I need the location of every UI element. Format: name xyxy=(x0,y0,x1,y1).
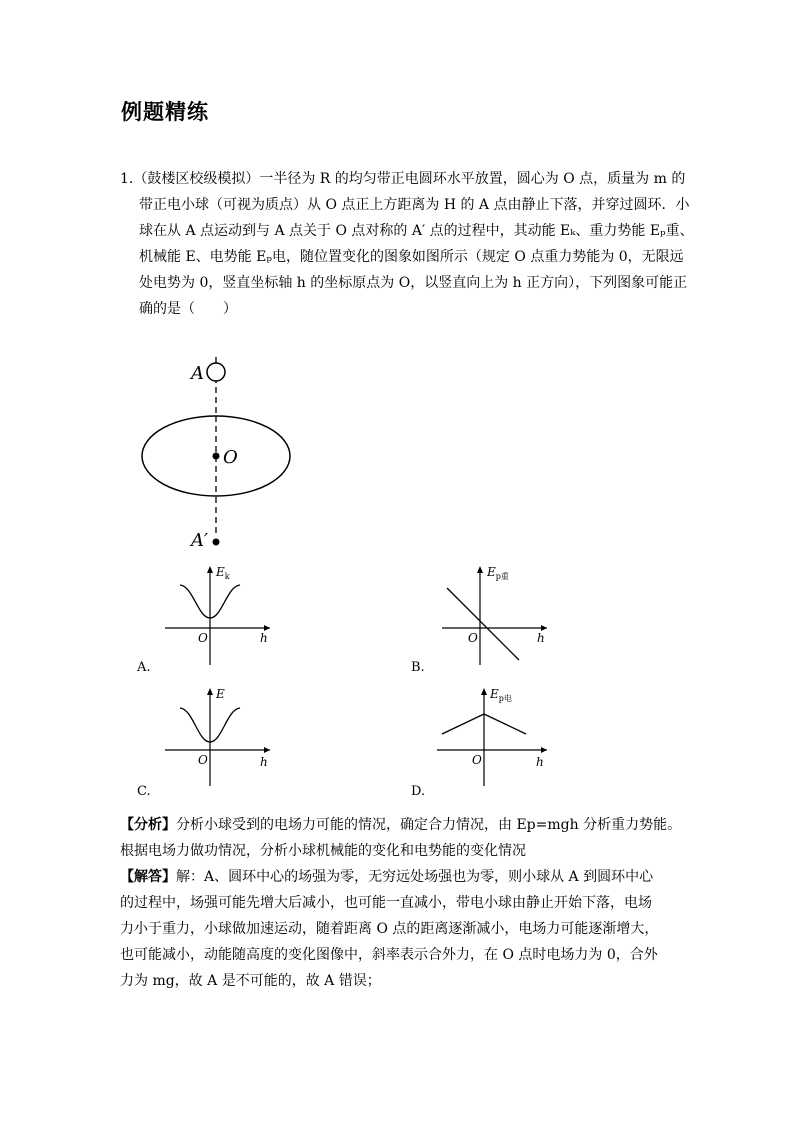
center-point-O xyxy=(213,453,220,460)
question-line: 处电势为 0，竖直坐标轴 h 的坐标原点为 O，以竖直向上为 h 正方向），下列图象可能正 xyxy=(139,275,688,291)
question-line: 带正电小球（可视为质点）从 O 点正上方距离为 H 的 A 点由静止下落，并穿过圆环．小 xyxy=(139,197,690,213)
section-title: 例题精练 xyxy=(121,100,209,124)
graph-D xyxy=(432,686,557,796)
svg-text:h: h xyxy=(260,631,268,645)
svg-text:h: h xyxy=(536,755,544,769)
question-line: 1.（鼓楼区校级模拟）一半径为 R 的均匀带正电圆环水平放置，圆心为 O 点，质量为 m 的 xyxy=(120,171,686,187)
graph-A xyxy=(160,560,280,670)
ring-diagram xyxy=(135,352,305,557)
graph-C xyxy=(160,686,280,796)
solution-line: 的过程中，场强可能先增大后减小，也可能一直减小，带电小球由静止开始下落，电场 xyxy=(120,895,652,911)
ball-at-A xyxy=(207,363,225,381)
svg-text:E: E xyxy=(216,687,225,701)
svg-text:O: O xyxy=(198,753,208,767)
option-D-label: D. xyxy=(411,784,426,799)
solution-line: 解：A、圆环中心的场强为零，无穷远处场强也为零，则小球从 A 到圆环中心 xyxy=(176,869,654,885)
svg-text:O: O xyxy=(468,631,478,645)
solution-line: 力为 mg，故 A 是不可能的，故 A 错误； xyxy=(120,973,381,989)
svg-text:Ep重: $E_{p重}$ xyxy=(487,565,509,581)
graph-B xyxy=(437,560,557,670)
label-O: O xyxy=(223,447,238,468)
curve-Ep-gravity xyxy=(447,588,519,660)
svg-text:O: O xyxy=(472,753,482,767)
solution-line: 也可能减小，动能随高度的变化图像中，斜率表示合外力，在 O 点时电场力为 0，合外 xyxy=(120,947,658,963)
svg-text:Ep电: $E_{p电}$ xyxy=(490,687,512,703)
question-line: 球在从 A 点运动到与 A 点关于 O 点对称的 A′ 点的过程中，其动能 Eₖ、重力势能 Eₚ重、 xyxy=(139,223,694,239)
analysis-tag: 【分析】 xyxy=(120,817,176,833)
svg-text:O: O xyxy=(198,631,208,645)
label-A-prime: A′ xyxy=(191,530,209,551)
analysis-line: 根据电场力做功情况，分析小球机械能的变化和电势能的变化情况 xyxy=(120,843,526,859)
analysis-line: 分析小球受到的电场力可能的情况，确定合力情况，由 Ep=mgh 分析重力势能。 xyxy=(176,817,682,833)
question-text xyxy=(120,166,694,322)
svg-text:Ek: $E_k$ xyxy=(216,565,230,581)
question-line: 机械能 E、电势能 Eₚ电，随位置变化的图象如图所示（规定 O 点重力势能为 0，无限远 xyxy=(139,249,684,265)
solution-tag: 【解答】 xyxy=(120,869,176,885)
svg-text:h: h xyxy=(260,755,268,769)
analysis-section xyxy=(120,812,680,994)
svg-text:h: h xyxy=(537,631,545,645)
question-line: 确的是（ ） xyxy=(139,301,237,317)
label-A: A xyxy=(191,363,204,384)
solution-line: 力小于重力，小球做加速运动，随着距离 O 点的距离逐渐减小，电场力可能逐渐增大， xyxy=(120,921,659,937)
option-C-label: C. xyxy=(137,784,151,799)
option-B-label: B. xyxy=(411,660,425,675)
option-A-label: A. xyxy=(137,660,151,675)
point-A-prime xyxy=(213,539,220,546)
